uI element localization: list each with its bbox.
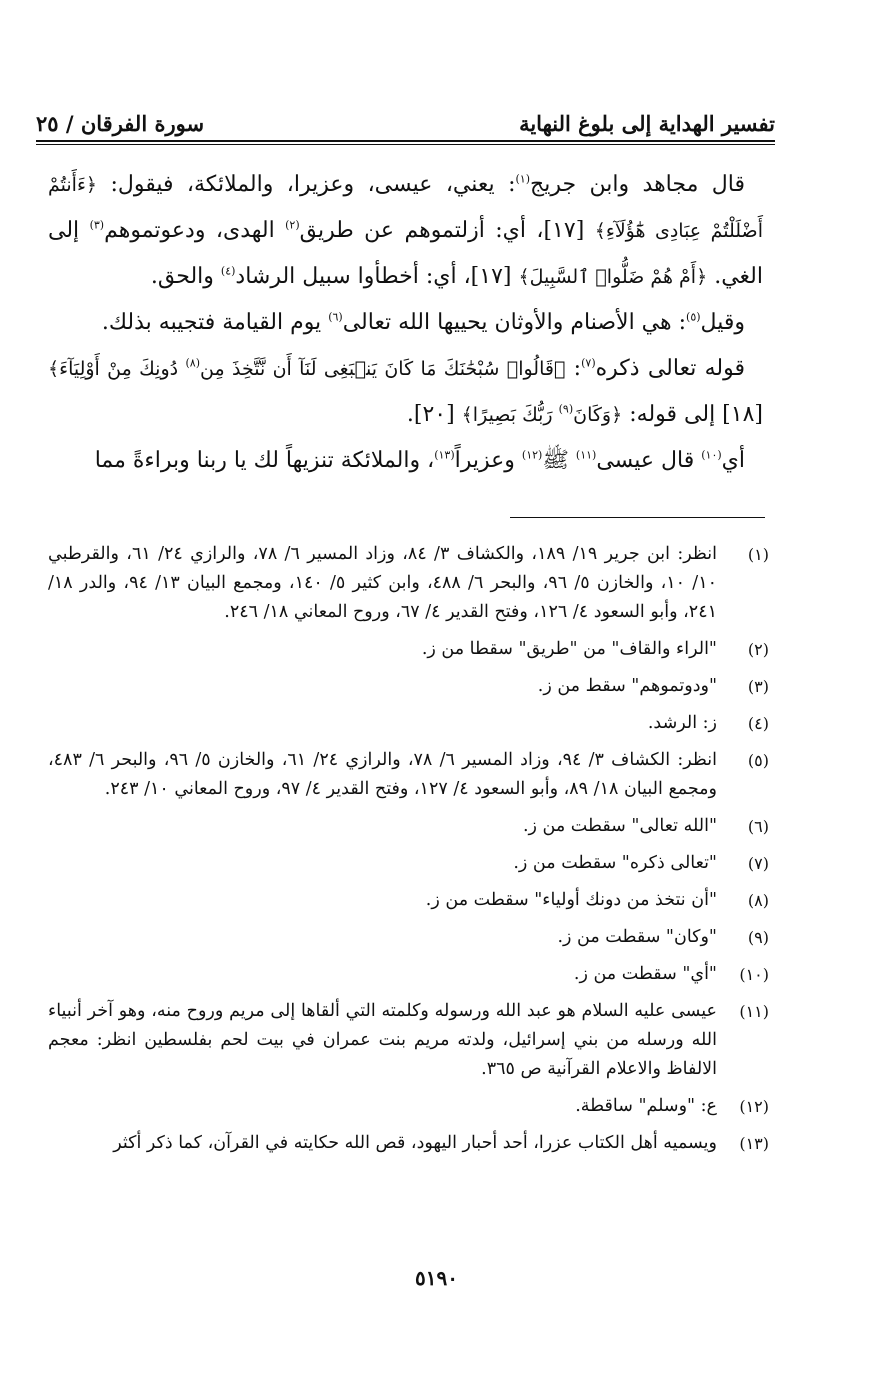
footnote [48,923,769,952]
footnote-number: (٧) [747,854,769,873]
footnote [48,1092,769,1121]
footnote [48,540,769,627]
quran-verse: رَبُّكَ بَصِيرًا﴾ [461,404,559,426]
main-text [48,162,763,484]
footnote [48,635,769,664]
footnote-ref: (٣) [89,218,105,232]
footnote-number: (١٢) [739,1097,769,1116]
footnote-number: (٦) [747,817,769,836]
footnote-ref: (١١) [575,448,597,462]
quran-verse: ﴿وَكَانَ [573,404,623,426]
footnote [48,812,769,841]
footnote-ref: (١) [515,172,530,186]
footnote-number: (١) [747,545,769,564]
footnote-ref: (٦) [328,310,343,324]
footnote-ref: (١٣) [434,448,455,462]
footnote-text: ع: "وسلم" ساقطة. [575,1096,717,1116]
footnote-number: (١٠) [739,965,769,984]
footnote-ref: (١٠) [701,448,722,462]
footnote [48,672,769,701]
footnote-number: (١١) [739,1002,769,1021]
footnote-text: انظر: الكشاف ٣/ ٩٤، وزاد المسير ٦/ ٧٨، والرازي ٢٤/ ٦١، والخازن ٥/ ٩٦، والبحر ٦/ ٤٨٣، ومجمع البيان ١٨/ ٨٩، وأبو السعود ٤/ ١٢٧، وفتح القدير ٤/ ٩٧، وروح المعاني ١٠/ ٢٤٣. [48,750,717,799]
footnote [48,709,769,738]
paragraph-1: قال مجاهد وابن جريج$^{(١)}$: يعني، عيسى، وعزيرا، والملائكة، فيقول: ﴿ءَأَنتُمْ أَضْلَلْتُمْ عِبَادِى هَٰٓؤُلَآءِ﴾ [١٧]، أي: أزلتموهم عن طريق$^{(٢)}$ الهدى، ودعوتموهم$^{(٣)}$ إلى الغي. ﴿أَمْ هُمْ ضَلُّوا۟ ٱلسَّبِيلَ﴾ [١٧]، أي: أخطأوا سبيل الرشاد$^{(٤)}$ والحق. [48,172,763,289]
footnote-text: ز: الرشد. [647,713,717,733]
footnote-number: (٥) [747,751,769,770]
running-header [36,96,775,136]
footnote-text: "أي" سقطت من ز. [573,964,717,984]
quran-verse: دُونِكَ مِنْ أَوْلِيَآءَ﴾ [48,358,186,380]
footnote-number: (٨) [747,891,769,910]
book-title: تفسير الهداية إلى بلوغ النهاية [519,111,775,136]
footnote-text: ويسميه أهل الكتاب عزرا، أحد أحبار اليهود، قص الله حكايته في القرآن، كما ذكر أكثر [113,1133,717,1153]
paragraph-3: قوله تعالى ذكره$^{(٧)}$: ﴿قَالُوا۟ سُبْحَٰنَكَ مَا كَانَ يَنۢبَغِى لَنَآ أَن نَّتَّخِذَ مِن$^{(٨)}$ دُونِكَ مِنْ أَوْلِيَآءَ﴾ [١٨] إلى قوله: ﴿وَكَانَ$^{(٩)}$ رَبُّكَ بَصِيرًا﴾ [٢٠]. [48,356,763,427]
footnote [48,746,769,804]
footnote [48,886,769,915]
footnote-text: "الله تعالى" سقطت من ز. [522,816,717,836]
footnote-separator [510,517,765,518]
footnote-text: "وكان" سقطت من ز. [557,927,717,947]
footnote-ref: (٤) [220,264,236,278]
footnote-ref: (٨) [185,356,200,370]
header-rule [36,140,775,142]
footnote-text: عيسى عليه السلام هو عبد الله ورسوله وكلمته التي ألقاها إلى مريم وروح منه، وهو آخر أنبياء الله ورسله من بني إسرائيل، ولدته مريم بنت عمران في بيت لحم بفلسطين انظر: معجم الالفاظ والاعلام القرآنية ص ٣٦٥. [48,1001,717,1079]
footnote-ref: (١٢) [521,448,543,462]
quran-verse: ﴿أَمْ هُمْ ضَلُّوا۟ ٱلسَّبِيلَ﴾ [518,266,708,288]
quran-verse: ﴿قَالُوا۟ سُبْحَٰنَكَ مَا كَانَ يَنۢبَغِى لَنَآ أَن نَّتَّخِذَ مِن [199,358,566,380]
page-number: ٥١٩٠ [415,1266,458,1290]
footnote-number: (١٣) [739,1134,769,1153]
footnote-ref: (٧) [581,356,596,370]
footnote [48,1129,769,1158]
footnote [48,960,769,989]
footnote-text: "أن نتخذ من دونك أولياء" سقطت من ز. [425,890,717,910]
footnote-number: (٢) [747,640,769,659]
footnote [48,997,769,1084]
pbuh-glyph: ﷺ [542,448,576,473]
paragraph-4: أي$^{(١٠)}$ قال عيسى$^{(١١)}$ ﷺ$^{(١٢)}$ وعزيراً$^{(١٣)}$، والملائكة تنزيهاً لك يا ربنا وبراءةً مما [94,448,745,473]
header-rule-thin [36,144,775,145]
footnotes [48,540,769,1166]
surah-label: سورة الفرقان / ٢٥ [36,111,205,136]
footnote-number: (٣) [747,677,769,696]
footnote-number: (٤) [747,714,769,733]
paragraph-2: وقيل$^{(٥)}$: هي الأصنام والأوثان يحييها الله تعالى$^{(٦)}$ يوم القيامة فتجيبه بذلك. [101,310,745,335]
footnote-ref: (٢) [285,218,300,232]
footnote-text: انظر: ابن جرير ١٩/ ١٨٩، والكشاف ٣/ ٨٤، وزاد المسير ٦/ ٧٨، والرازي ٢٤/ ٦١، والقرطبي ١٠/ ١٠، والخازن ٥/ ٩٦، والبحر ٦/ ٤٨٨، وابن كثير ٥/ ١٤٠، ومجمع البيان ١٣/ ٩٤، والدر ١٨/ ٢٤١، وأبو السعود ٤/ ١٢٦، وفتح القدير ٤/ ٦٧، وروح المعاني ١٨/ ٢٤٦. [48,544,718,622]
footnote-text: "الراء والقاف" من "طريق" سقطا من ز. [421,639,717,659]
footnote-ref: (٥) [686,310,701,324]
footnote-ref: (٩) [558,402,574,416]
footnote-text: "ودوتموهم" سقط من ز. [537,676,717,696]
quran-verse: ﴿ءَأَنتُمْ أَضْلَلْتُمْ عِبَادِى هَٰٓؤُلَآءِ﴾ [48,174,763,242]
footnote-text: "تعالى ذكره" سقطت من ز. [513,853,717,873]
footnote [48,849,769,878]
footnote-number: (٩) [747,928,769,947]
